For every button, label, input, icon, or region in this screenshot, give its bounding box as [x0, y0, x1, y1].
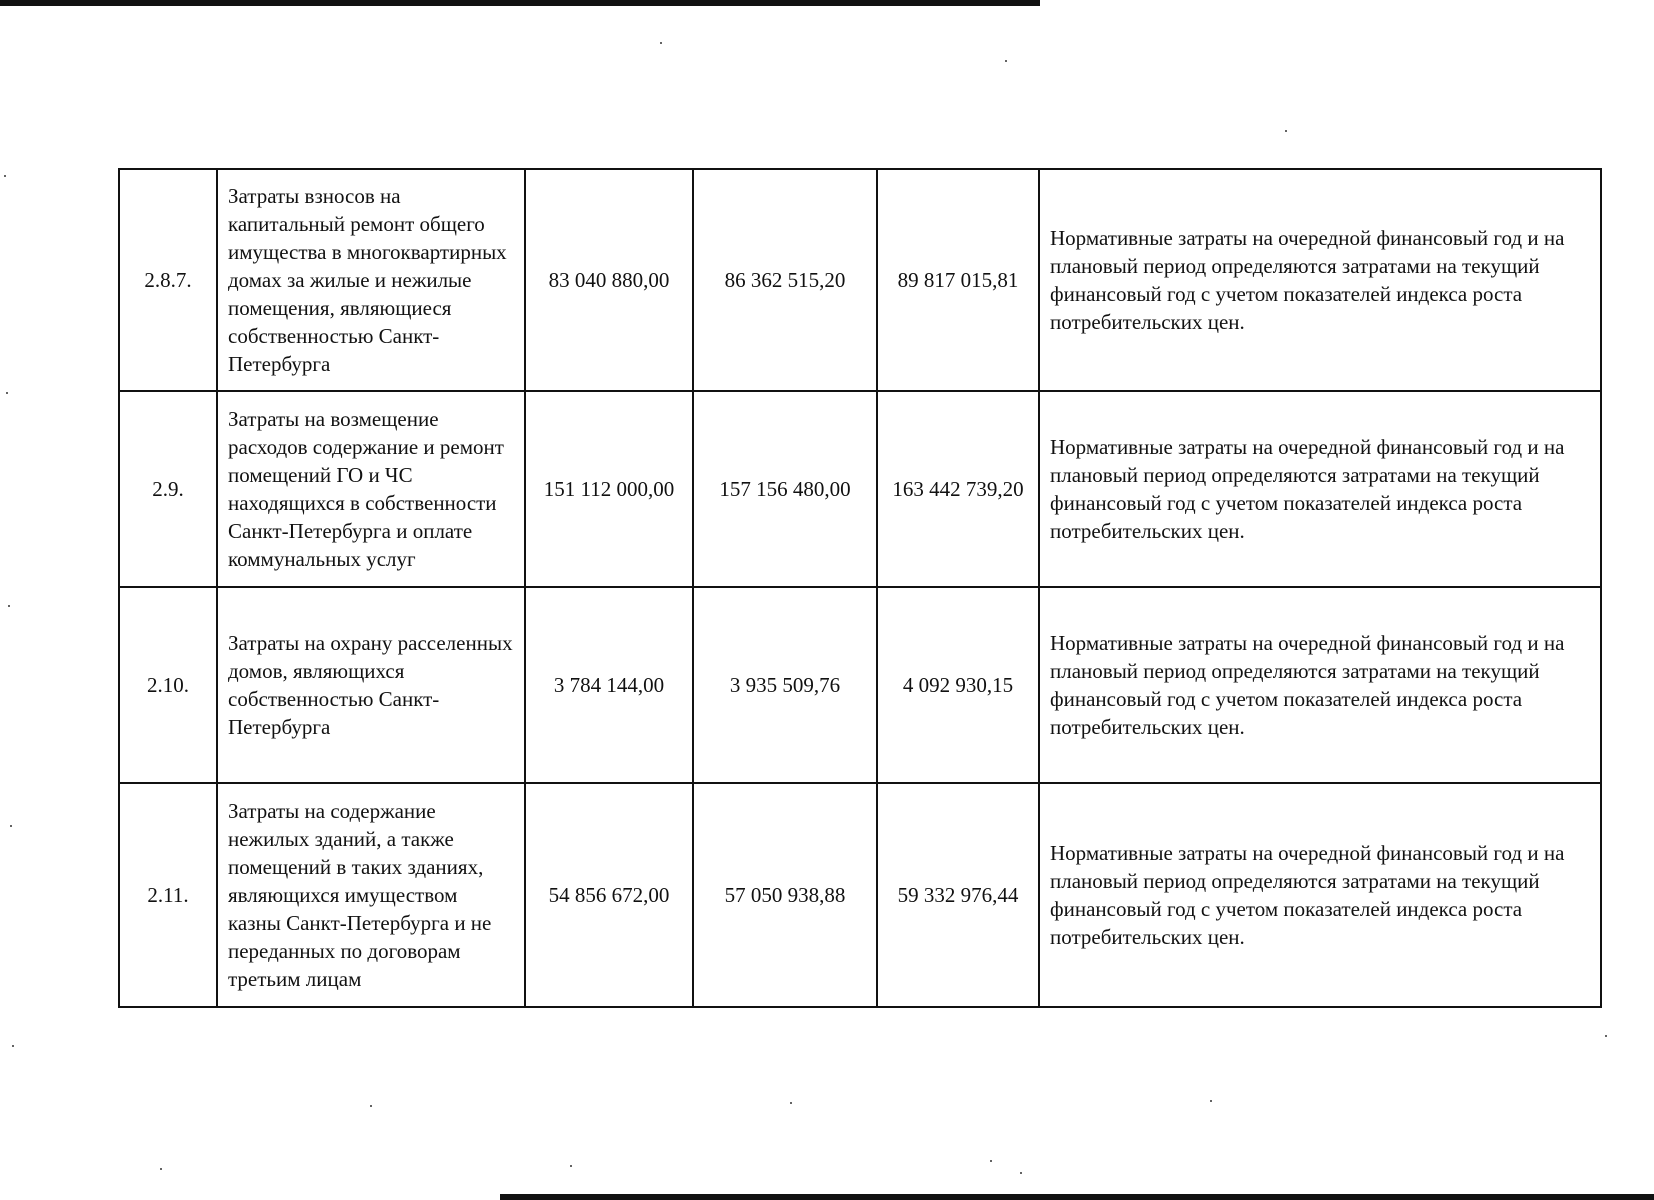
scan-speck — [4, 175, 6, 177]
cost-item-name-cell: Затраты на возмещение расходов содержание и ремонт помещений ГО и ЧС находящихся в собственности Санкт-Петербурга и оплате коммунальных услуг — [217, 391, 525, 587]
note-cell: Нормативные затраты на очередной финансовый год и на плановый период определяются затратами на текущий финансовый год с учетом показателей индекса роста потребительских цен. — [1039, 783, 1601, 1007]
amount-cell-2: 157 156 480,00 — [693, 391, 877, 587]
row-number-cell: 2.9. — [119, 391, 217, 587]
scan-speck — [12, 1045, 14, 1047]
amount-cell-1: 54 856 672,00 — [525, 783, 693, 1007]
cost-item-name-cell: Затраты взносов на капитальный ремонт общего имущества в многоквартирных домах за жилые и нежилые помещения, являющиеся собственностью Санкт-Петербурга — [217, 169, 525, 391]
scan-speck — [1605, 1035, 1607, 1037]
scan-speck — [8, 605, 10, 607]
table-row — [119, 783, 1601, 1007]
row-number-cell: 2.11. — [119, 783, 217, 1007]
amount-cell-3: 59 332 976,44 — [877, 783, 1039, 1007]
cost-item-name-cell: Затраты на содержание нежилых зданий, а также помещений в таких зданиях, являющихся имуществом казны Санкт-Петербурга и не переданных по договорам третьим лицам — [217, 783, 525, 1007]
scan-speck — [6, 392, 8, 394]
scan-speck — [1005, 60, 1007, 62]
note-cell: Нормативные затраты на очередной финансовый год и на плановый период определяются затратами на текущий финансовый год с учетом показателей индекса роста потребительских цен. — [1039, 169, 1601, 391]
table-row — [119, 587, 1601, 783]
scan-border-bottom — [500, 1194, 1654, 1200]
table-row — [119, 391, 1601, 587]
scan-border-top — [0, 0, 1040, 6]
amount-cell-3: 163 442 739,20 — [877, 391, 1039, 587]
cost-item-name-cell: Затраты на охрану расселенных домов, являющихся собственностью Санкт-Петербурга — [217, 587, 525, 783]
scan-speck — [370, 1105, 372, 1107]
amount-cell-3: 4 092 930,15 — [877, 587, 1039, 783]
note-cell: Нормативные затраты на очередной финансовый год и на плановый период определяются затратами на текущий финансовый год с учетом показателей индекса роста потребительских цен. — [1039, 587, 1601, 783]
amount-cell-2: 86 362 515,20 — [693, 169, 877, 391]
scan-speck — [160, 1168, 162, 1170]
amount-cell-3: 89 817 015,81 — [877, 169, 1039, 391]
scan-speck — [570, 1165, 572, 1167]
scan-speck — [790, 1102, 792, 1104]
scan-speck — [990, 1160, 992, 1162]
table-row — [119, 169, 1601, 391]
scan-speck — [1020, 1172, 1022, 1174]
scan-speck — [1285, 130, 1287, 132]
amount-cell-1: 3 784 144,00 — [525, 587, 693, 783]
scan-speck — [660, 42, 662, 44]
cost-norms-table — [118, 168, 1602, 1008]
scan-speck — [10, 825, 12, 827]
amount-cell-2: 57 050 938,88 — [693, 783, 877, 1007]
note-cell: Нормативные затраты на очередной финансовый год и на плановый период определяются затратами на текущий финансовый год с учетом показателей индекса роста потребительских цен. — [1039, 391, 1601, 587]
amount-cell-2: 3 935 509,76 — [693, 587, 877, 783]
scan-speck — [1210, 1100, 1212, 1102]
amount-cell-1: 151 112 000,00 — [525, 391, 693, 587]
amount-cell-1: 83 040 880,00 — [525, 169, 693, 391]
row-number-cell: 2.8.7. — [119, 169, 217, 391]
row-number-cell: 2.10. — [119, 587, 217, 783]
